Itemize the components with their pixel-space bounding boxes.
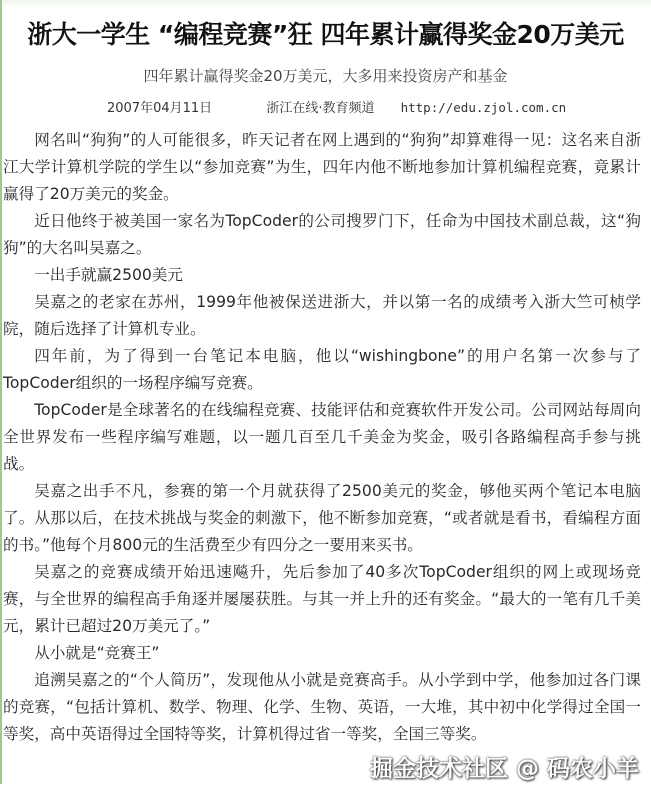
source-url[interactable]: http://edu.zjol.com.cn <box>400 100 567 115</box>
article-title: 浙大一学生 “编程竞赛”狂 四年累计赢得奖金20万美元 <box>27 20 624 49</box>
paragraph: 近日他终于被美国一家名为TopCoder的公司搜罗门下，任命为中国技术副总裁，这“狗狗”的大名叫吴嘉之。 <box>3 212 641 257</box>
article-meta <box>0 99 651 118</box>
paragraph: 吴嘉之的竞赛成绩开始迅速飚升，先后参加了40多次TopCoder组织的网上或现场竞赛，与全世界的编程高手角逐并屡屡获胜。与其一并上升的还有奖金。“最大的一笔有几千美元，累计已超过20万美元了。” <box>3 563 641 635</box>
watermark: 掘金技术社区 @ 码农小羊 <box>369 756 639 782</box>
paragraph: TopCoder是全球著名的在线编程竞赛、技能评估和竞赛软件开发公司。公司网站每周向全世界发布一些程序编写难题，以一题几百至几千美金为奖金，吸引各路编程高手参与挑战。 <box>3 401 641 473</box>
paragraph: 四年前，为了得到一台笔记本电脑，他以“wishingbone”的用户名第一次参与了TopCoder组织的一场程序编写竞赛。 <box>3 347 641 392</box>
source-link[interactable]: 浙江在线·教育频道 <box>266 101 375 116</box>
article-body <box>3 127 641 748</box>
publish-date: 2007年04月11日 <box>107 101 213 116</box>
section-heading: 从小就是“竞赛王” <box>34 644 160 662</box>
paragraph: 吴嘉之的老家在苏州，1999年他被保送进浙大，并以第一名的成绩考入浙大竺可桢学院，随后选择了计算机专业。 <box>3 293 641 338</box>
paragraph: 吴嘉之出手不凡，参赛的第一个月就获得了2500美元的奖金，够他买两个笔记本电脑了。从那以后，在技术挑战与奖金的刺激下，他不断参加竞赛，“或者就是看书，看编程方面的书。”他每个月800元的生活费至少有四分之一要用来买书。 <box>3 482 641 554</box>
article-subtitle: 四年累计赢得奖金20万美元，大多用来投资房产和基金 <box>143 67 508 85</box>
paragraph: 追溯吴嘉之的“个人简历”，发现他从小就是竞赛高手。从小学到中学，他参加过各门课的竞赛，“包括计算机、数学、物理、化学、生物、英语，一大堆，其中初中化学得过全国一等奖，高中英语得过全国特等奖，计算机得过省一等奖，全国三等奖。 <box>3 671 641 743</box>
section-heading: 一出手就赢2500美元 <box>34 266 184 284</box>
paragraph: 网名叫“狗狗”的人可能很多，昨天记者在网上遇到的“狗狗”却算难得一见：这名来自浙江大学计算机学院的学生以“参加竞赛”为生，四年内他不断地参加计算机编程竞赛，竟累计赢得了20万美元的奖金。 <box>3 131 641 203</box>
